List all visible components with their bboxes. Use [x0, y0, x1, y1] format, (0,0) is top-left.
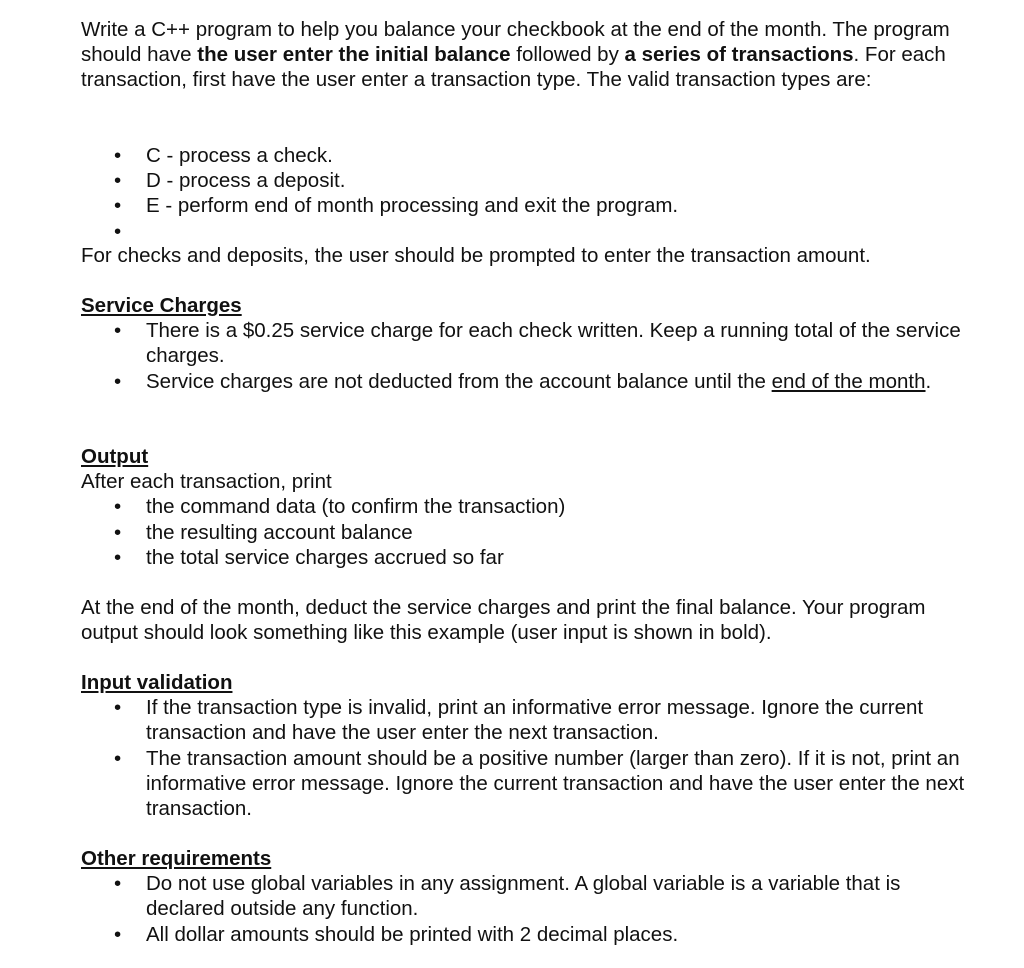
other-requirements-list — [81, 871, 981, 947]
list-item — [81, 369, 981, 394]
input-validation-section — [81, 670, 981, 821]
transaction-types-list — [81, 143, 981, 244]
list-item: • The transaction amount should be a positive number (larger than zero). If it is not, print an informative error message. Ignore the current transaction and have the user enter the next transaction. — [81, 746, 981, 822]
intro-paragraph — [81, 17, 951, 93]
amount-prompt-text: For checks and deposits, the user should be prompted to enter the transaction amount. — [81, 244, 871, 267]
end-of-month-paragraph: At the end of the month, deduct the service charges and print the final balance. Your program output should look something like this example (user input is shown in bold). — [81, 596, 926, 645]
list-item: • C - process a check. — [81, 143, 981, 168]
list-item: • the total service charges accrued so far — [81, 545, 981, 570]
output-section — [81, 444, 981, 570]
section-heading: Other requirements — [81, 847, 272, 870]
item-text: . — [925, 369, 932, 393]
other-requirements-section — [81, 846, 981, 947]
output-lead: After each transaction, print — [81, 470, 332, 494]
service-charges-section — [81, 293, 981, 394]
list-item: • There is a $0.25 service charge for each check written. Keep a running total of the service charges. — [81, 318, 981, 368]
section-heading: Input validation — [81, 671, 233, 694]
list-item — [81, 219, 981, 244]
output-list — [81, 494, 981, 570]
list-item: • D - process a deposit. — [81, 168, 981, 193]
underlined-text: end of the month — [771, 369, 926, 393]
list-item: • E - perform end of month processing and exit the program. — [81, 193, 981, 218]
list-item: • Do not use global variables in any assignment. A global variable is a variable that is declared outside any function. — [81, 871, 981, 921]
intro-bold-2: a series of transactions — [624, 43, 854, 67]
intro-text-3: . For each transaction, first have the user enter a transaction type. The valid transaction types are: — [81, 43, 946, 92]
list-item: • the resulting account balance — [81, 520, 981, 545]
list-item: • the command data (to confirm the transaction) — [81, 494, 981, 519]
list-item: • If the transaction type is invalid, print an informative error message. Ignore the current transaction and have the user enter the next transaction. — [81, 695, 981, 745]
intro-text-2: followed by — [510, 43, 625, 67]
service-charges-list — [81, 318, 981, 394]
item-text: Service charges are not deducted from the account balance until the — [146, 369, 772, 393]
section-heading: Service Charges — [81, 294, 242, 317]
list-item: • All dollar amounts should be printed with 2 decimal places. — [81, 922, 981, 947]
section-heading: Output — [81, 445, 149, 468]
intro-text-1: Write a C++ program to help you balance your checkbook at the end of the month. The program should have — [81, 18, 950, 67]
intro-bold-1: the user enter the initial balance — [197, 43, 511, 67]
input-validation-list — [81, 695, 981, 821]
